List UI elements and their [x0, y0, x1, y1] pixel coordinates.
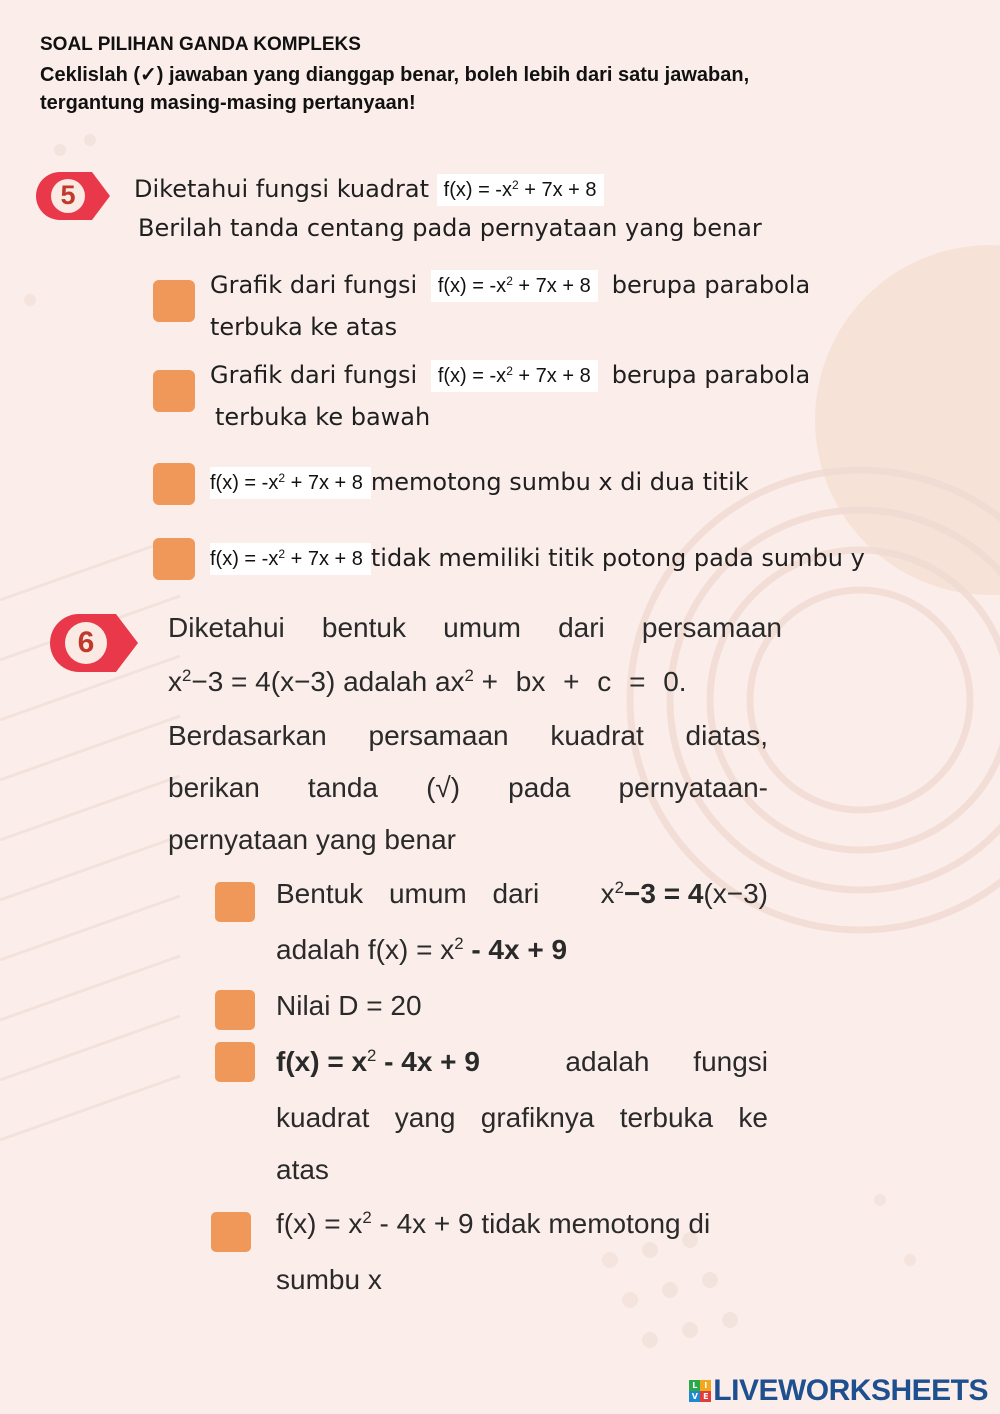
q5-option-3-checkbox[interactable]	[153, 463, 195, 505]
q6-option-1-checkbox[interactable]	[215, 882, 255, 922]
q5-intro: Diketahui fungsi kuadrat $f(x) = -x^2 + 7x + 8$	[134, 174, 604, 206]
question-6-badge	[48, 612, 118, 662]
q6-option-3-line2: kuadrat yang grafiknya terbuka ke	[276, 1102, 768, 1133]
q5-function: $f(x) = -x^2 + 7x + 8$	[437, 174, 604, 206]
question-5-number: 5	[60, 180, 76, 210]
q6-option-1-line2: adalah $f(x) = x^2 - 4x + 9$	[276, 933, 568, 965]
q5-option-2-line1: Grafik dari fungsi $f(x) = -x^2 + 7x + 8$ berupa parabola	[210, 360, 810, 392]
instruction-line-2: tergantung masing-masing pertanyaan!	[40, 92, 416, 114]
liveworksheets-logo-mark: L I V E	[689, 1380, 711, 1402]
q6-option-2-text: Nilai D = 20	[276, 990, 422, 1021]
q5-option-2-line2: terbuka ke bawah	[215, 403, 431, 431]
q6-line-4: berikan tanda (√) pada pernyataan-	[168, 772, 768, 803]
q5-option-1-line1: Grafik dari fungsi $f(x) = -x^2 + 7x + 8$ berupa parabola	[210, 270, 810, 302]
q5-option-4-text: $f(x) = -x^2 + 7x + 8$ tidak memiliki titik potong pada sumbu y	[210, 543, 865, 575]
q5-option-4-checkbox[interactable]	[153, 538, 195, 580]
q5-option-3-text: $f(x) = -x^2 + 7x + 8$ memotong sumbu x di dua titik	[210, 467, 749, 499]
q6-line-1: Diketahui bentuk umum dari persamaan	[168, 612, 782, 643]
q5-option-1-line2: terbuka ke atas	[210, 313, 398, 341]
question-5-badge	[34, 170, 104, 220]
q6-line-2: $x^2-3 = 4(x-3)$ adalah $ax^2$ + bx + c = 0.	[168, 665, 687, 697]
q5-option-1-checkbox[interactable]	[153, 280, 195, 322]
question-6-number: 6	[77, 626, 95, 659]
q6-option-4-line1: $f(x) = x^2 - 4x + 9$ tidak memotong di	[276, 1207, 711, 1239]
q6-line-5: pernyataan yang benar	[168, 824, 456, 855]
liveworksheets-logo[interactable]	[689, 1374, 988, 1408]
q6-option-4-line2: sumbu x	[276, 1264, 382, 1295]
q6-option-3-checkbox[interactable]	[215, 1042, 255, 1082]
q5-prompt: Berilah tanda centang pada pernyataan yang benar	[138, 214, 762, 242]
q6-option-3-line3: atas	[276, 1154, 329, 1185]
liveworksheets-logo-text: LIVEWORKSHEETS	[713, 1374, 988, 1407]
q6-option-4-checkbox[interactable]	[211, 1212, 251, 1252]
instruction-line-1: Ceklislah (✓) jawaban yang dianggap benar, boleh lebih dari satu jawaban,	[40, 64, 750, 86]
q5-option-2-checkbox[interactable]	[153, 370, 195, 412]
q6-line-3: Berdasarkan persamaan kuadrat diatas,	[168, 720, 768, 751]
worksheet-title: SOAL PILIHAN GANDA KOMPLEKS	[40, 34, 361, 55]
q6-option-1-line1: Bentuk umum dari $x^2-3 = 4(x-3)$	[276, 877, 768, 909]
q6-option-2-checkbox[interactable]	[215, 990, 255, 1030]
q6-option-3-line1: $f(x) = x^2 - 4x + 9$ adalah fungsi	[276, 1045, 768, 1077]
